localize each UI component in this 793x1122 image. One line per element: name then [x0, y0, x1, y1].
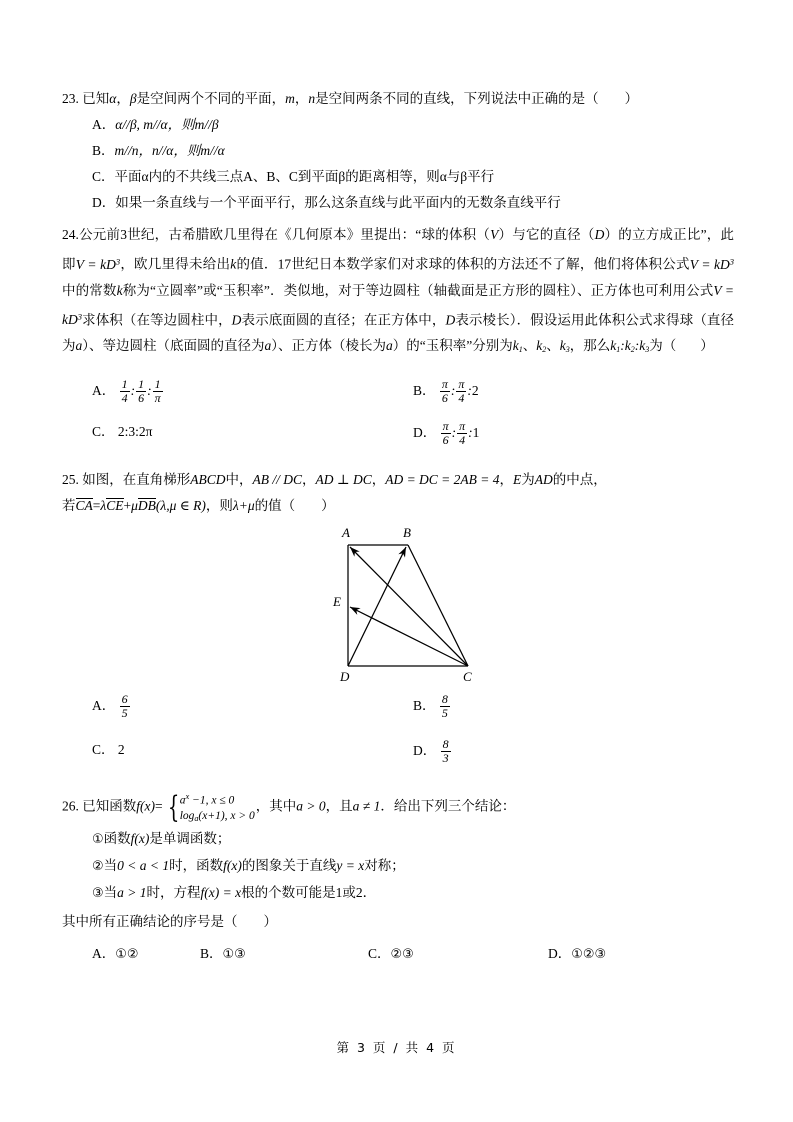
q23-stem-f: ） [624, 91, 639, 106]
q26-c3b: 时，方程 [146, 885, 201, 901]
q25-lengths: AD = DC = 2AB = 4 [385, 472, 500, 488]
q26-option-b[interactable] [200, 941, 368, 968]
q26-c3-n2: 2 [355, 885, 363, 901]
footer-prefix: 第 [336, 1040, 351, 1055]
q24-a-1: a [75, 338, 83, 354]
question-23 [62, 86, 734, 216]
q25-eq: = [92, 498, 101, 514]
q24-opt-a-f1-num: 1 [121, 376, 128, 391]
figure-label-E: E [333, 594, 341, 610]
q26-option-a-label: A． [92, 946, 116, 962]
q25-l2b: ，则 [205, 498, 233, 514]
q26-option-c-text: ②③ [390, 947, 414, 963]
q24-t5: ）与它的直径（ [498, 227, 595, 242]
q24-option-c-text: 2:3:2π [117, 424, 153, 440]
q25-option-a-label: A． [92, 698, 116, 714]
q24-a-2: a [264, 338, 272, 354]
q24-formula-1-exp: 3 [115, 256, 121, 266]
q25-ab-dc: AB // DC [252, 472, 302, 488]
q26-c2d: 对称； [364, 858, 405, 874]
q26-c3e: ． [362, 885, 377, 901]
q24-t17: ）、正方体（棱长为 [271, 338, 386, 354]
q24-option-b-frac-1 [440, 378, 450, 405]
q23-option-a-label: A． [92, 117, 116, 132]
q25-opt-a-num: 6 [121, 692, 128, 707]
q26-option-d-text: ①②③ [571, 947, 607, 963]
q24-d-2: D [231, 312, 242, 328]
q26-option-d[interactable] [548, 941, 606, 968]
q24-opt-a-f2-num: 1 [138, 376, 145, 391]
q24-option-a-frac-2 [136, 378, 146, 405]
q26-cond1: a > 0 [296, 798, 326, 814]
q24-t2: 3 [120, 227, 127, 242]
q26-c1-mark: ① [92, 832, 104, 848]
q26-c3-n1: 1 [335, 885, 343, 901]
q24-k-2: k [116, 282, 123, 298]
q26-piece2-rest: (x+1), x > 0 [198, 809, 255, 822]
q26-c3-eq: f(x) = x [200, 885, 242, 901]
q23-stem [62, 86, 734, 112]
q24-formula-3-base: V = kD [62, 282, 735, 328]
q23-alpha: α [109, 91, 117, 106]
q25-options-row-2 [62, 738, 734, 765]
trapezoid-figure [330, 523, 505, 688]
q24-opt-b-colon-2: : [467, 382, 472, 398]
q24-opt-a-f2-den: 6 [138, 390, 145, 405]
vector-CA [350, 547, 468, 666]
q25-opt-a-den: 5 [121, 706, 128, 721]
q25-option-d-label: D． [413, 743, 437, 759]
q24-option-b-frac-2 [456, 378, 466, 405]
q25-opt-d-num: 8 [442, 737, 449, 752]
q24-t1: 公元前 [78, 227, 121, 242]
q26-piecewise [164, 789, 255, 826]
q24-a-3: a [386, 338, 393, 354]
q26-stem [62, 789, 734, 826]
q24-k2: $k_2$ [536, 338, 547, 355]
q23-option-c-label: C． [92, 169, 115, 184]
q24-t13: 求体积（在等边圆柱中， [82, 312, 232, 328]
q24-options-row-2 [62, 420, 734, 447]
q26-c3-mark: ③ [92, 886, 104, 902]
q26-number: 26. [62, 798, 79, 814]
q26-c2-mark: ② [92, 859, 104, 875]
q23-option-a[interactable] [62, 112, 734, 138]
q24-v-1: V [490, 227, 499, 242]
q23-stem-d: ， [294, 91, 309, 106]
q26-c3c: 根的个数可能是 [241, 885, 336, 901]
q23-option-b-text: m//n，n//α，则m//α [114, 143, 225, 158]
q26-l1a: 已知函数 [82, 798, 137, 814]
q24-option-a-label: A． [92, 382, 116, 398]
q24-t7: ，欧几里得未给出 [120, 256, 231, 272]
q24-opt-d-f1-num: π [442, 419, 449, 434]
q26-eq: = [154, 798, 163, 814]
q25-option-a-frac [120, 693, 130, 720]
q23-option-d[interactable] [62, 190, 734, 216]
q24-t14: 表示底面圆的直径；在正方体中， [241, 312, 446, 328]
q24-opt-a-f3-den: π [154, 390, 161, 405]
q23-number: 23. [62, 91, 79, 106]
q25-plus: + [123, 498, 132, 514]
q24-option-d-frac-1 [441, 420, 451, 447]
q23-option-c[interactable] [62, 164, 734, 190]
q26-brace: { [167, 789, 179, 825]
q26-piece1-base: a [179, 794, 186, 807]
q25-lambda-mu: λ+μ [232, 498, 255, 514]
question-26 [62, 789, 734, 968]
q24-opt-d-colon-1: : [451, 425, 457, 441]
q25-l1g: 的中点， [552, 472, 607, 488]
q26-option-a[interactable] [92, 941, 200, 968]
q26-c3a: 当 [103, 885, 118, 901]
q24-t8: 的值． [236, 256, 278, 272]
q26-option-a-text: ①② [115, 947, 139, 963]
q26-option-b-label: B． [200, 946, 223, 962]
q24-opt-a-f3-num: 1 [154, 376, 161, 391]
q25-vec-ca: CA [75, 498, 93, 514]
q25-stem-line-1 [62, 467, 734, 493]
q26-c2-range: 0 < a < 1 [117, 858, 170, 874]
q25-cond: (λ,μ ∈ R) [155, 498, 206, 514]
q24-formula-1 [76, 257, 120, 272]
q25-l1d: ， [371, 472, 386, 488]
q25-l1b: 中， [225, 472, 253, 488]
q26-l1d: ．给出下列三个结论： [380, 798, 516, 814]
q25-l1a: 如图，在直角梯形 [82, 472, 191, 488]
q23-beta: β [129, 91, 137, 106]
q25-number: 25. [62, 472, 79, 488]
q24-t10: 世纪日本数学家们对求球的体积的方法还不了解，他们将体积公式 [291, 256, 690, 272]
q23-option-d-text: 如果一条直线与一个平面平行，那么这条直线与此平面内的无数条直线平行 [115, 195, 561, 210]
q24-option-a-frac-3 [153, 378, 163, 405]
q23-stem-e: 是空间两条不同的直线，下列说法中正确的是（ [315, 91, 599, 106]
q24-opt-d-f2-den: 4 [457, 433, 467, 447]
q26-tail-end: ） [263, 914, 277, 930]
q24-options-row-1 [62, 378, 734, 405]
q26-conclusion-1 [62, 826, 734, 853]
q24-option-c-label: C． [92, 424, 115, 440]
q24-opt-a-colon-2: : [147, 382, 152, 398]
q24-option-b-label: B． [413, 382, 436, 398]
vector-DB [348, 547, 406, 666]
q24-opt-a-colon-1: : [130, 382, 136, 398]
q24-number: 24. [62, 227, 79, 242]
q24-option-a-frac-1 [120, 378, 130, 405]
q24-ratio: $k_1:k_2:k_3$ [610, 338, 650, 355]
q26-tail [62, 909, 734, 935]
q24-opt-d-f1-den: 6 [441, 433, 451, 447]
q26-option-b-text: ①③ [222, 947, 246, 963]
q25-options-row-1 [62, 693, 734, 720]
q25-mu: μ [131, 498, 138, 514]
q26-c3d: 或 [342, 885, 356, 901]
q24-opt-b-colon-1: : [450, 382, 456, 398]
q26-piece-2 [180, 809, 255, 826]
q25-e: E [513, 472, 522, 488]
q25-l1c: ， [302, 472, 316, 488]
q24-t11: 中的常数 [62, 282, 117, 298]
figure-label-C: C [463, 669, 472, 685]
q26-fx: f(x) [136, 798, 155, 814]
page-content [62, 86, 734, 970]
trapezoid-vectors [348, 547, 468, 666]
q24-option-d[interactable] [413, 420, 734, 447]
q23-m: m [285, 91, 295, 106]
q24-option-d-frac-2 [457, 420, 467, 447]
q25-ad: AD [534, 472, 553, 488]
q25-l2a: 若 [62, 498, 76, 514]
footer-suffix: 页 [442, 1040, 457, 1055]
q23-n: n [308, 91, 316, 106]
figure-label-B: B [403, 525, 411, 541]
q24-formula-2-exp: 3 [729, 256, 735, 266]
q26-l1c: ，且 [325, 798, 353, 814]
q24-t21: ） [700, 338, 714, 354]
q26-option-c[interactable] [368, 941, 548, 968]
figure-label-D: D [340, 669, 350, 685]
q25-option-c[interactable] [92, 738, 413, 765]
q26-piece-rows [180, 789, 255, 826]
q24-opt-d-colon-2: : [468, 425, 473, 441]
q25-option-b[interactable] [413, 693, 734, 720]
q25-l1f: 为 [521, 472, 535, 488]
q26-c2c: 的图象关于直线 [241, 858, 337, 874]
q24-d-1: D [594, 227, 605, 242]
figure-label-A: A [342, 525, 350, 541]
q24-formula-3-exp: 3 [77, 311, 82, 322]
q25-stem-line-2 [62, 493, 734, 519]
q24-t6: ）的立方成正比”，此即 [62, 227, 735, 272]
q25-option-b-frac [440, 693, 450, 720]
q25-opt-b-den: 5 [441, 706, 448, 721]
q24-t9: 17 [277, 256, 292, 272]
q24-k3: $k_3$ [559, 338, 570, 355]
q24-opt-b-f2-num: π [458, 376, 465, 391]
q24-t3: 世纪，古希腊欧几里得在《几何原本》里提出： [127, 227, 416, 242]
q24-t18: ）的“玉积率”分别为 [392, 338, 513, 354]
question-25 [62, 467, 734, 765]
q24-d-3: D [445, 312, 456, 328]
q23-option-b-label: B． [92, 143, 115, 158]
q26-c2-line: y = x [336, 858, 365, 874]
q24-opt-b-f1-den: 6 [440, 391, 450, 405]
q26-option-c-label: C． [368, 946, 391, 962]
q23-option-d-label: D． [92, 195, 116, 210]
q24-opt-d-f2-num: π [459, 419, 466, 434]
q24-opt-b-last: 2 [471, 382, 479, 398]
q26-l1b: ，其中 [255, 798, 297, 814]
q26-c1b: 是单调函数； [149, 831, 231, 847]
q25-abcd: ABCD [190, 472, 226, 488]
q24-formula-2-base: V = kD [689, 256, 730, 272]
q26-c2b: 时，函数 [169, 858, 224, 874]
q25-option-d-frac [441, 738, 451, 765]
q24-stem: 24.公元前3世纪，古希腊欧几里得在《几何原本》里提出：“球的体积（V）与它的直径（D）的立方成正比”，此即$V = kD^3$，欧几里得未给出k的值．17世纪日本数学家们对求球的体积的方法还不了解，他们将体积公式$V = kD^3$中的常数k称为“立圆率”或“玉积率”．类似地，对于等边圆柱（轴截面是正方形的圆柱）、正方体也可利用公式$V = kD^3$求体积（在等边圆柱中，D表示底面圆的直径；在正方体中，D表示棱长）．假设运用此体积公式求得球（直径为a）、等边圆柱（底面圆的直径为a）、正方体（棱长为a）的“玉积率”分别为$k_1$、$k_2$、$k_3$，那么$k_1:k_2:k_3$为（ ） [62, 227, 735, 355]
q24-option-d-label: D． [413, 425, 437, 441]
question-24 [62, 222, 734, 447]
q24-t15: 表示棱长）．假设运用此体积公式求得球（直径为 [62, 312, 735, 354]
q26-piece2-log: log [179, 809, 195, 822]
q25-vec-db: DB [137, 498, 156, 514]
q24-t19: ，那么 [569, 338, 611, 354]
q25-option-a[interactable] [92, 693, 413, 720]
q23-stem-b: ， [116, 91, 130, 106]
q25-opt-d-den: 3 [442, 751, 449, 766]
q24-formula-1-base: V = kD [75, 256, 116, 272]
q23-option-c-text: 平面α内的不共线三点A、B、C到平面β的距离相等，则α与β平行 [114, 169, 495, 184]
q26-c1-fx: f(x) [130, 831, 150, 847]
q24-k1: $k_1$ [512, 338, 523, 355]
q24-opt-b-f2-den: 4 [456, 391, 466, 405]
q24-opt-d-last: 1 [472, 425, 480, 441]
vector-CE [350, 607, 468, 666]
q23-stem-a: 已知 [82, 91, 110, 106]
q26-c2-fx: f(x) [223, 858, 242, 874]
footer-current-page: 3 [356, 1040, 367, 1055]
q26-piece1-rest: −1, x ≤ 0 [189, 794, 235, 807]
q24-opt-a-f1-den: 4 [121, 390, 128, 405]
q26-piece2-base: a [194, 814, 199, 824]
q23-option-b[interactable] [62, 138, 734, 164]
footer-total-pages: 4 [426, 1040, 437, 1055]
q24-option-b[interactable] [413, 378, 734, 405]
q24-t12: 称为“立圆率”或“玉积率”．类似地，对于等边圆柱（轴截面是正方形的圆柱）、正方体也可利用公式 [122, 282, 714, 298]
q25-ad-dc: AD ⊥ DC [315, 472, 372, 488]
q26-tail-text: 其中所有正确结论的序号是（ [62, 914, 238, 930]
q26-piece1-exp: x [185, 791, 190, 802]
q24-opt-b-f1-num: π [441, 376, 448, 391]
q26-conclusion-3 [62, 880, 734, 907]
q24-option-a[interactable] [92, 378, 413, 405]
q25-option-c-label: C． [92, 742, 115, 758]
q25-opt-b-num: 8 [441, 692, 448, 707]
q25-vec-ce: CE [106, 498, 124, 514]
q26-options-row [62, 941, 734, 968]
q23-stem-c: 是空间两个不同的平面， [136, 91, 286, 106]
q24-k-1: k [230, 256, 237, 272]
q26-piece-1 [180, 789, 255, 809]
q25-l1e: ， [499, 472, 514, 488]
footer-mid: 页 / 共 [372, 1040, 421, 1055]
q25-option-c-text: 2 [117, 742, 125, 758]
q25-l2c: 的值（ [254, 498, 296, 514]
q25-figure-wrap [62, 523, 734, 691]
q23-option-a-text: α//β, m//α，则m//β [115, 117, 219, 132]
q26-c3-range: a > 1 [117, 885, 147, 901]
q26-c2a: 当 [103, 858, 118, 874]
q24-t20: 为（ [649, 338, 677, 354]
q26-option-d-label: D． [548, 946, 572, 962]
q25-option-b-label: B． [413, 698, 436, 714]
q24-option-c[interactable] [92, 420, 413, 447]
q24-t4: “球的体积（ [415, 227, 491, 242]
q26-c1a: 函数 [103, 831, 131, 847]
q26-conclusion-2 [62, 853, 734, 880]
q24-formula-2 [690, 257, 734, 272]
q26-cond2: a ≠ 1 [352, 798, 381, 814]
q25-lambda: λ [100, 498, 107, 514]
q24-t16: ）、等边圆柱（底面圆的直径为 [82, 338, 265, 354]
q25-l2d: ） [321, 498, 335, 514]
page-footer [0, 1038, 793, 1056]
q25-option-d[interactable] [413, 738, 734, 765]
